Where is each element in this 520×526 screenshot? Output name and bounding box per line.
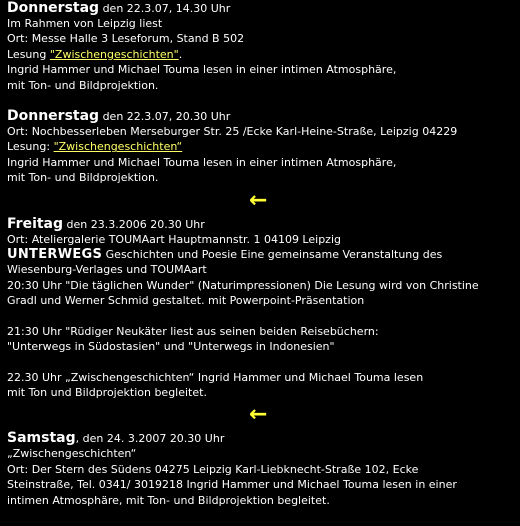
event-1-day: Donnerstag: [7, 0, 100, 16]
event-4-heading: [7, 430, 517, 446]
event-1: [7, 0, 517, 93]
spacer: [7, 309, 517, 324]
event-3: [7, 216, 517, 401]
event-3-slot-1-cont: Gradl und Werner Schmid gestaltet. mit Powerpoint-Präsentation: [7, 294, 365, 308]
event-4-location-cont: Steinstraße, Tel. 0341/ 3019218 Ingrid Hammer und Michael Touma lesen in einer: [7, 478, 457, 492]
event-2-description: Ingrid Hammer und Michael Touma lesen in einer intimen Atmosphäre,: [7, 155, 397, 169]
event-2: [7, 108, 517, 186]
event-2-description-2: mit Ton- und Bildprojektion.: [7, 171, 159, 185]
event-3-organizers: Wiesenburg-Verlages und TOUMAart: [7, 263, 207, 277]
event-3-slot-3: 22.30 Uhr „Zwischengeschichten“ Ingrid Hammer und Michael Touma lesen: [7, 370, 424, 384]
event-1-lesung-suffix: .: [178, 47, 183, 61]
event-4-title: „Zwischengeschichten“: [7, 447, 137, 461]
event-3-day: Freitag: [7, 215, 64, 232]
event-4-date: , den 24. 3.2007 20.30 Uhr: [75, 432, 225, 446]
event-2-lesung-label: Lesung:: [7, 140, 54, 154]
event-3-slot-2-cont: "Unterwegs in Südostasien" und "Unterwegs in Indonesien": [7, 340, 335, 354]
event-4-day: Samstag: [7, 430, 76, 447]
event-1-context: Im Rahmen von Leipzig liest: [7, 17, 163, 30]
event-3-slot-1: 20:30 Uhr "Die täglichen Wunder" (Naturimpressionen) Die Lesung wird von Christine: [7, 278, 479, 292]
event-4-location: Ort: Der Stern des Südens 04275 Leipzig Karl-Liebknecht-Straße 102, Ecke: [7, 462, 419, 476]
event-2-zwischengeschichten-link[interactable]: "Zwischengeschichten“: [53, 140, 183, 154]
arrow-left-icon[interactable]: ←: [249, 187, 268, 213]
arrow-row-1: [7, 186, 517, 216]
event-2-location: Ort: Nochbesserleben Merseburger Str. 25 /Ecke Karl-Heine-Straße, Leipzig 04229: [7, 125, 458, 139]
event-3-program-desc: Geschichten und Poesie Eine gemeinsame Veranstaltung des: [102, 248, 443, 262]
event-1-heading: [7, 0, 517, 16]
event-1-lesung-label: Lesung: [7, 47, 50, 61]
event-3-location: Ort: Ateliergalerie TOUMAart Hauptmannstr. 1 04109 Leipzig: [7, 232, 341, 246]
event-4-description: intimen Atmosphäre, mit Ton- und Bildprojektion begleitet.: [7, 493, 330, 507]
event-1-zwischengeschichten-link[interactable]: "Zwischengeschichten": [49, 47, 179, 61]
event-list: [7, 0, 517, 508]
event-3-heading: [7, 216, 517, 232]
arrow-left-icon[interactable]: ←: [249, 402, 268, 428]
event-2-date: den 22.3.07, 20.30 Uhr: [99, 110, 231, 124]
event-4: [7, 430, 517, 508]
event-3-slot-3-cont: mit Ton und Bildprojektion begleitet.: [7, 385, 207, 399]
event-3-date: den 23.3.2006 20.30 Uhr: [63, 217, 205, 231]
arrow-row-2: [7, 400, 517, 430]
event-3-program-title: [7, 247, 517, 262]
event-3-slot-2: 21:30 Uhr "Rüdiger Neukäter liest aus seinen beiden Reisebüchern:: [7, 324, 379, 338]
spacer: [7, 355, 517, 370]
event-2-heading: [7, 108, 517, 124]
event-3-brand: UNTERWEGS: [7, 247, 103, 263]
event-1-lesung: [7, 47, 517, 62]
spacer: [7, 93, 517, 108]
event-1-date: den 22.3.07, 14.30 Uhr: [99, 2, 231, 15]
event-2-lesung: [7, 139, 517, 154]
event-1-description-2: mit Ton- und Bildprojektion.: [7, 78, 159, 92]
event-1-description: Ingrid Hammer und Michael Touma lesen in einer intimen Atmosphäre,: [7, 63, 397, 77]
event-1-location: Ort: Messe Halle 3 Leseforum, Stand B 502: [7, 32, 245, 46]
event-2-day: Donnerstag: [7, 108, 100, 125]
